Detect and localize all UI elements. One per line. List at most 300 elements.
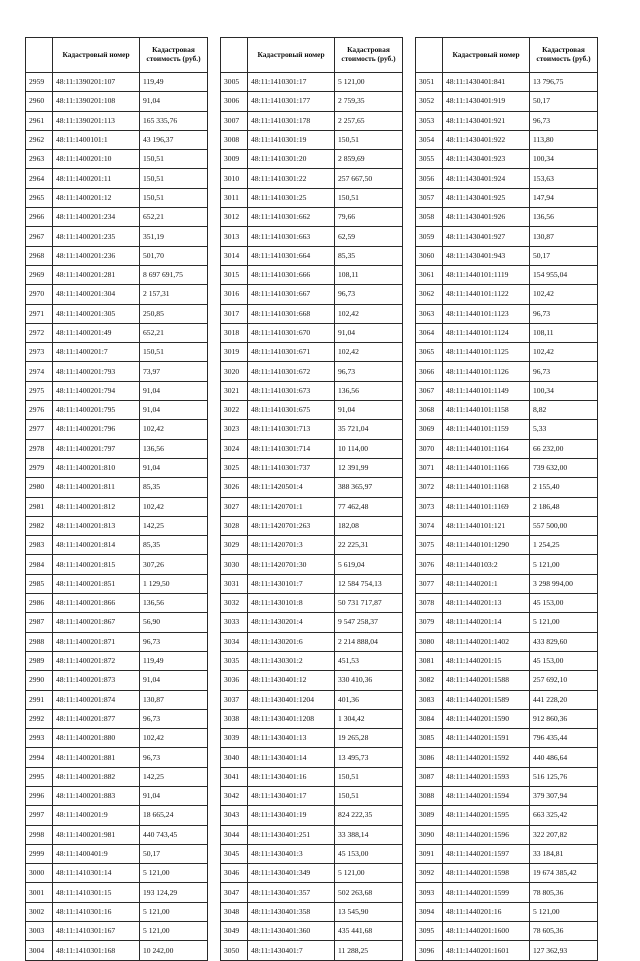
row-number-cell: 3087 [416,767,443,786]
cadastral-number-cell: 48:11:1400201:795 [53,401,140,420]
cadastral-value-cell: 102,42 [140,420,208,439]
row-number-cell: 3004 [26,941,53,960]
cadastral-value-cell: 10 114,00 [335,439,403,458]
row-number-cell: 3039 [221,729,248,748]
cadastral-value-cell: 96,73 [140,709,208,728]
row-number-cell: 2973 [26,343,53,362]
table-row [416,130,598,149]
cadastral-number-cell: 48:11:1410301:22 [248,169,335,188]
table-row [416,574,598,593]
cadastral-value-cell: 102,42 [140,497,208,516]
row-number-cell: 2964 [26,169,53,188]
cadastral-number-cell: 48:11:1440101:1149 [443,381,530,400]
cadastral-number-cell: 48:11:1400201:867 [53,613,140,632]
cadastral-number-cell: 48:11:1440101:1122 [443,285,530,304]
table-header-row [26,38,208,73]
cadastral-value-cell: 96,73 [140,632,208,651]
cadastral-value-header: Кадастровая стоимость (руб.) [530,38,598,73]
cadastral-table-1 [25,37,208,961]
table-row [26,864,208,883]
table-row [26,188,208,207]
row-number-cell: 3070 [416,439,443,458]
cadastral-value-cell: 3 298 994,00 [530,574,598,593]
cadastral-value-cell: 1 254,25 [530,536,598,555]
cadastral-value-cell: 351,19 [140,227,208,246]
table-row [26,786,208,805]
row-number-cell: 2960 [26,92,53,111]
cadastral-number-cell: 48:11:1430401:358 [248,902,335,921]
cadastral-value-cell: 142,25 [140,516,208,535]
table-row [416,246,598,265]
cadastral-number-cell: 48:11:1400201:810 [53,458,140,477]
table-row [26,208,208,227]
cadastral-value-cell: 119,49 [140,73,208,92]
cadastral-number-cell: 48:11:1430401:921 [443,111,530,130]
cadastral-value-cell: 154 955,04 [530,265,598,284]
cadastral-number-cell: 48:11:1430401:16 [248,767,335,786]
cadastral-value-cell: 153,63 [530,169,598,188]
cadastral-number-cell: 48:11:1400201:236 [53,246,140,265]
cadastral-number-cell: 48:11:1400201:880 [53,729,140,748]
cadastral-number-cell: 48:11:1430401:841 [443,73,530,92]
row-number-cell: 3034 [221,632,248,651]
cadastral-number-cell: 48:11:1440201:1601 [443,941,530,960]
row-number-cell: 3047 [221,883,248,902]
row-number-cell: 2989 [26,651,53,670]
table-row [221,265,403,284]
table-row [221,188,403,207]
row-number-cell: 3090 [416,825,443,844]
row-number-cell: 3049 [221,922,248,941]
cadastral-number-cell: 48:11:1430101:7 [248,574,335,593]
row-number-cell: 3028 [221,516,248,535]
cadastral-number-cell: 48:11:1400201:881 [53,748,140,767]
row-number-cell: 3014 [221,246,248,265]
table-row [26,690,208,709]
cadastral-number-cell: 48:11:1400201:234 [53,208,140,227]
cadastral-number-cell: 48:11:1420701:1 [248,497,335,516]
row-number-cell: 2994 [26,748,53,767]
cadastral-number-cell: 48:11:1430401:1204 [248,690,335,709]
table-row [221,323,403,342]
table-row [221,343,403,362]
cadastral-value-cell: 43 196,37 [140,130,208,149]
cadastral-value-cell: 2 155,40 [530,478,598,497]
cadastral-table-3 [415,37,598,961]
table-row [221,401,403,420]
cadastral-value-cell: 12 584 754,13 [335,574,403,593]
row-number-cell: 3059 [416,227,443,246]
table-row [26,844,208,863]
row-number-cell: 3016 [221,285,248,304]
row-number-cell: 3010 [221,169,248,188]
table-row [26,922,208,941]
cadastral-value-cell: 257 667,50 [335,169,403,188]
cadastral-number-cell: 48:11:1410301:666 [248,265,335,284]
cadastral-number-cell: 48:11:1440201:1595 [443,806,530,825]
row-number-cell: 3093 [416,883,443,902]
row-number-cell: 3031 [221,574,248,593]
table-row [221,709,403,728]
row-number-cell: 2992 [26,709,53,728]
cadastral-value-cell: 85,35 [335,246,403,265]
cadastral-value-cell: 91,04 [140,458,208,477]
row-number-cell: 3096 [416,941,443,960]
cadastral-number-header: Кадастровый номер [248,38,335,73]
cadastral-number-cell: 48:11:1400201:11 [53,169,140,188]
row-number-cell: 2981 [26,497,53,516]
row-number-cell: 2963 [26,150,53,169]
table-row [221,458,403,477]
row-number-cell: 2993 [26,729,53,748]
cadastral-value-cell: 2 186,48 [530,497,598,516]
cadastral-value-cell: 440 486,64 [530,748,598,767]
row-number-cell: 3002 [26,902,53,921]
cadastral-value-cell: 91,04 [335,401,403,420]
cadastral-value-cell: 165 335,76 [140,111,208,130]
table-row [221,941,403,960]
cadastral-number-cell: 48:11:1440201:1590 [443,709,530,728]
row-number-cell: 3081 [416,651,443,670]
row-number-cell: 3026 [221,478,248,497]
cadastral-number-cell: 48:11:1400201:873 [53,671,140,690]
cadastral-number-cell: 48:11:1400201:815 [53,555,140,574]
row-number-cell: 3078 [416,594,443,613]
table-row [221,478,403,497]
cadastral-value-cell: 142,25 [140,767,208,786]
row-number-cell: 2975 [26,381,53,400]
cadastral-number-cell: 48:11:1410301:15 [53,883,140,902]
cadastral-value-cell: 13 796,75 [530,73,598,92]
table-row [416,401,598,420]
cadastral-value-cell: 78 605,36 [530,922,598,941]
row-number-cell: 3006 [221,92,248,111]
table-row [26,227,208,246]
cadastral-number-cell: 48:11:1430401:925 [443,188,530,207]
table-row [416,594,598,613]
row-number-cell: 3003 [26,922,53,941]
cadastral-number-cell: 48:11:1440201:1592 [443,748,530,767]
table-row [221,150,403,169]
cadastral-number-cell: 48:11:1410301:168 [53,941,140,960]
table-row [221,613,403,632]
cadastral-value-cell: 96,73 [335,362,403,381]
cadastral-value-cell: 2 214 888,04 [335,632,403,651]
cadastral-number-cell: 48:11:1440201:1588 [443,671,530,690]
table-row [416,111,598,130]
cadastral-number-cell: 48:11:1410301:668 [248,304,335,323]
cadastral-value-cell: 150,51 [140,169,208,188]
row-number-cell: 3083 [416,690,443,709]
row-number-cell: 3092 [416,864,443,883]
row-number-cell: 2965 [26,188,53,207]
cadastral-value-cell: 8 697 691,75 [140,265,208,284]
table-row [26,825,208,844]
table-row [26,555,208,574]
cadastral-number-cell: 48:11:1440103:2 [443,555,530,574]
row-number-cell: 3094 [416,902,443,921]
cadastral-number-cell: 48:11:1440201:1600 [443,922,530,941]
row-number-cell: 2968 [26,246,53,265]
number-header [221,38,248,73]
table-row [26,439,208,458]
row-number-cell: 3041 [221,767,248,786]
cadastral-number-cell: 48:11:1440201:1591 [443,729,530,748]
cadastral-number-cell: 48:11:1440201:1594 [443,786,530,805]
row-number-cell: 2996 [26,786,53,805]
table-row [221,786,403,805]
row-number-cell: 3021 [221,381,248,400]
table-row [26,767,208,786]
table-row [221,902,403,921]
table-row [221,574,403,593]
cadastral-value-cell: 5,33 [530,420,598,439]
cadastral-value-cell: 35 721,04 [335,420,403,439]
cadastral-value-cell: 12 391,99 [335,458,403,477]
table-row [221,632,403,651]
cadastral-value-cell: 100,34 [530,381,598,400]
row-number-cell: 3061 [416,265,443,284]
cadastral-value-cell: 136,56 [140,594,208,613]
cadastral-value-cell: 85,35 [140,536,208,555]
cadastral-value-cell: 11 288,25 [335,941,403,960]
row-number-cell: 2986 [26,594,53,613]
cadastral-number-cell: 48:11:1400201:281 [53,265,140,284]
table-row [26,748,208,767]
cadastral-number-cell: 48:11:1410301:675 [248,401,335,420]
cadastral-number-cell: 48:11:1430201:4 [248,613,335,632]
row-number-cell: 2982 [26,516,53,535]
cadastral-value-cell: 257 692,10 [530,671,598,690]
table-row [26,594,208,613]
cadastral-value-cell: 2 257,65 [335,111,403,130]
cadastral-number-cell: 48:11:1400201:304 [53,285,140,304]
table-row [416,632,598,651]
row-number-cell: 2976 [26,401,53,420]
cadastral-value-cell: 2 157,31 [140,285,208,304]
table-row [26,574,208,593]
cadastral-number-cell: 48:11:1400201:877 [53,709,140,728]
cadastral-number-cell: 48:11:1440201:1 [443,574,530,593]
table-row [416,304,598,323]
cadastral-value-cell: 13 545,90 [335,902,403,921]
table-row [221,420,403,439]
table-row [221,729,403,748]
cadastral-number-cell: 48:11:1430401:17 [248,786,335,805]
row-number-cell: 3008 [221,130,248,149]
cadastral-value-cell: 45 153,00 [530,651,598,670]
cadastral-value-cell: 136,56 [530,208,598,227]
cadastral-number-cell: 48:11:1430401:19 [248,806,335,825]
cadastral-number-cell: 48:11:1400201:874 [53,690,140,709]
cadastral-value-cell: 1 304,42 [335,709,403,728]
cadastral-number-cell: 48:11:1410301:178 [248,111,335,130]
row-number-cell: 2979 [26,458,53,477]
cadastral-number-cell: 48:11:1430401:919 [443,92,530,111]
row-number-cell: 3060 [416,246,443,265]
cadastral-number-cell: 48:11:1410301:667 [248,285,335,304]
cadastral-value-cell: 96,73 [530,111,598,130]
cadastral-value-cell: 91,04 [140,92,208,111]
row-number-cell: 3027 [221,497,248,516]
table-row [26,941,208,960]
cadastral-number-cell: 48:11:1440101:121 [443,516,530,535]
cadastral-value-cell: 440 743,45 [140,825,208,844]
cadastral-value-cell: 45 153,00 [335,844,403,863]
table-row [416,516,598,535]
cadastral-value-cell: 150,51 [335,188,403,207]
table-row [26,169,208,188]
row-number-cell: 2959 [26,73,53,92]
cadastral-number-cell: 48:11:1430401:14 [248,748,335,767]
row-number-cell: 3056 [416,169,443,188]
row-number-cell: 3085 [416,729,443,748]
row-number-cell: 3036 [221,671,248,690]
row-number-cell: 3033 [221,613,248,632]
cadastral-number-cell: 48:11:1430401:924 [443,169,530,188]
cadastral-value-cell: 557 500,00 [530,516,598,535]
table-row [221,227,403,246]
cadastral-value-cell: 150,51 [335,786,403,805]
cadastral-value-cell: 19 674 385,42 [530,864,598,883]
row-number-cell: 3017 [221,304,248,323]
row-number-cell: 3035 [221,651,248,670]
cadastral-number-cell: 48:11:1400201:814 [53,536,140,555]
cadastral-value-cell: 5 121,00 [140,922,208,941]
cadastral-value-cell: 91,04 [140,401,208,420]
cadastral-number-header: Кадастровый номер [443,38,530,73]
row-number-cell: 2971 [26,304,53,323]
table-row [221,285,403,304]
row-number-cell: 3076 [416,555,443,574]
table-row [26,92,208,111]
table-row [416,362,598,381]
cadastral-value-cell: 739 632,00 [530,458,598,477]
table-row [221,651,403,670]
cadastral-number-cell: 48:11:1410301:663 [248,227,335,246]
table-row [416,343,598,362]
cadastral-number-cell: 48:11:1410301:167 [53,922,140,941]
table-row [26,246,208,265]
cadastral-value-cell: 50,17 [530,246,598,265]
cadastral-value-cell: 13 495,73 [335,748,403,767]
row-number-cell: 3043 [221,806,248,825]
cadastral-number-cell: 48:11:1400201:797 [53,439,140,458]
cadastral-number-cell: 48:11:1440201:1597 [443,844,530,863]
table-row [416,748,598,767]
row-number-cell: 3044 [221,825,248,844]
cadastral-number-cell: 48:11:1440101:1159 [443,420,530,439]
row-number-cell: 2969 [26,265,53,284]
cadastral-value-cell: 91,04 [140,786,208,805]
row-number-cell: 2987 [26,613,53,632]
table-row [26,265,208,284]
cadastral-value-cell: 19 265,28 [335,729,403,748]
row-number-cell: 3007 [221,111,248,130]
table-row [221,767,403,786]
cadastral-number-header: Кадастровый номер [53,38,140,73]
row-number-cell: 3040 [221,748,248,767]
cadastral-number-cell: 48:11:1430401:349 [248,864,335,883]
table-row [26,458,208,477]
cadastral-value-cell: 50,17 [140,844,208,863]
row-number-cell: 2984 [26,555,53,574]
cadastral-value-cell: 102,42 [530,285,598,304]
row-number-cell: 3018 [221,323,248,342]
cadastral-value-cell: 330 410,36 [335,671,403,690]
cadastral-number-cell: 48:11:1410301:662 [248,208,335,227]
table-row [221,362,403,381]
cadastral-number-cell: 48:11:1440101:1125 [443,343,530,362]
cadastral-value-cell: 136,56 [140,439,208,458]
table-row [416,188,598,207]
table-row [416,555,598,574]
cadastral-value-cell: 66 232,00 [530,439,598,458]
row-number-cell: 3012 [221,208,248,227]
cadastral-number-cell: 48:11:1430201:6 [248,632,335,651]
row-number-cell: 3011 [221,188,248,207]
cadastral-value-cell: 79,66 [335,208,403,227]
cadastral-value-cell: 91,04 [140,671,208,690]
cadastral-number-cell: 48:11:1410301:714 [248,439,335,458]
cadastral-value-cell: 502 263,68 [335,883,403,902]
cadastral-number-cell: 48:11:1430401:1208 [248,709,335,728]
table-row [26,150,208,169]
row-number-cell: 3052 [416,92,443,111]
cadastral-number-cell: 48:11:1400201:12 [53,188,140,207]
table-row [416,883,598,902]
cadastral-number-cell: 48:11:1410301:737 [248,458,335,477]
cadastral-value-cell: 77 462,48 [335,497,403,516]
table-row [416,613,598,632]
row-number-cell: 3074 [416,516,443,535]
cadastral-number-cell: 48:11:1440101:1166 [443,458,530,477]
row-number-cell: 3048 [221,902,248,921]
cadastral-value-cell: 108,11 [530,323,598,342]
row-number-cell: 2978 [26,439,53,458]
cadastral-number-cell: 48:11:1400201:866 [53,594,140,613]
table-row [416,690,598,709]
row-number-cell: 3079 [416,613,443,632]
cadastral-number-cell: 48:11:1430301:2 [248,651,335,670]
table-row [26,285,208,304]
table-row [26,671,208,690]
row-number-cell: 3030 [221,555,248,574]
cadastral-number-cell: 48:11:1400201:9 [53,806,140,825]
table-row [221,304,403,323]
cadastral-number-cell: 48:11:1420501:4 [248,478,335,497]
cadastral-number-cell: 48:11:1410301:14 [53,864,140,883]
cadastral-number-cell: 48:11:1430401:943 [443,246,530,265]
cadastral-number-cell: 48:11:1400201:235 [53,227,140,246]
cadastral-number-cell: 48:11:1400201:883 [53,786,140,805]
cadastral-value-cell: 193 124,29 [140,883,208,902]
row-number-cell: 3058 [416,208,443,227]
cadastral-number-cell: 48:11:1440101:1169 [443,497,530,516]
cadastral-value-cell: 91,04 [140,381,208,400]
cadastral-number-cell: 48:11:1390201:108 [53,92,140,111]
table-row [26,902,208,921]
cadastral-value-cell: 150,51 [140,188,208,207]
row-number-cell: 3067 [416,381,443,400]
cadastral-number-cell: 48:11:1400201:7 [53,343,140,362]
cadastral-value-cell: 5 121,00 [140,864,208,883]
row-number-cell: 3084 [416,709,443,728]
cadastral-number-cell: 48:11:1410301:670 [248,323,335,342]
cadastral-number-cell: 48:11:1440101:1290 [443,536,530,555]
row-number-cell: 2974 [26,362,53,381]
table-row [26,883,208,902]
